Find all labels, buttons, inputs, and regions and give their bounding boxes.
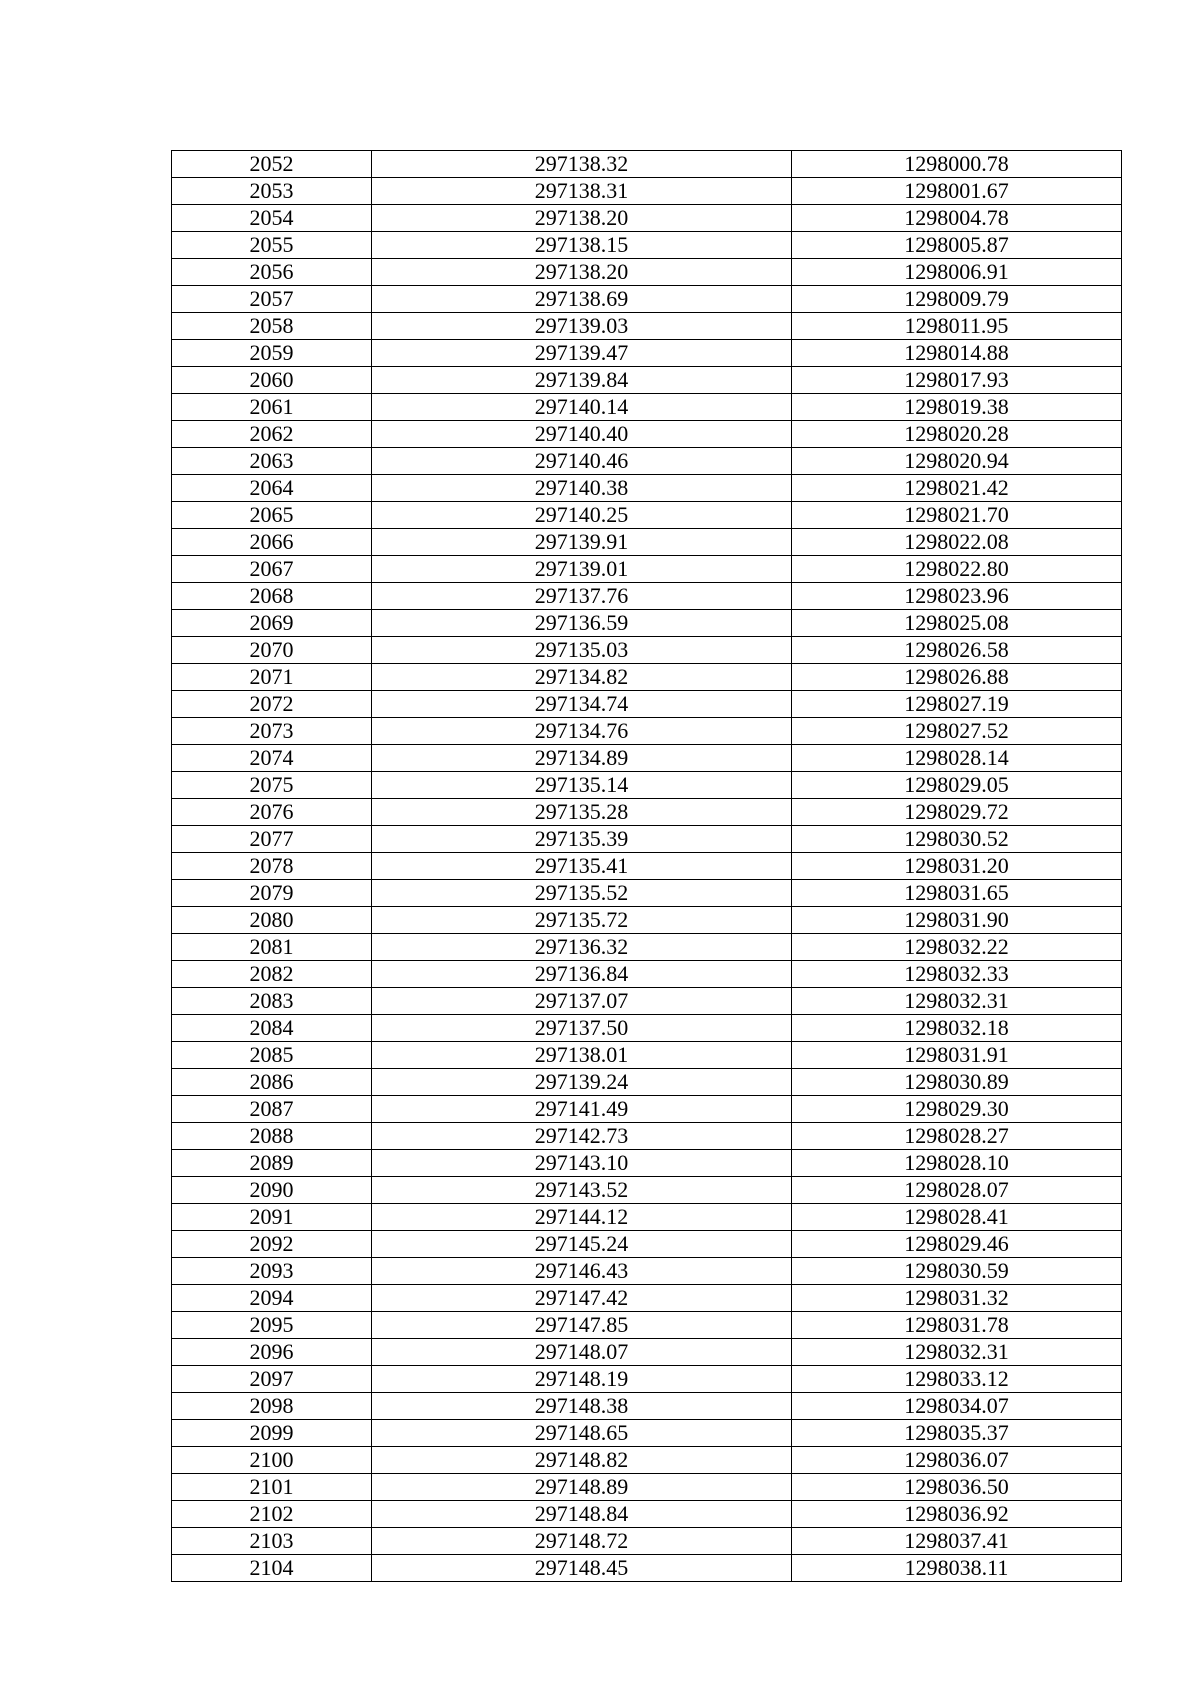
table-row <box>172 1123 1122 1150</box>
table-row <box>172 1150 1122 1177</box>
y-coordinate-cell: 1298022.08 <box>792 529 1122 556</box>
y-coordinate-cell: 1298032.31 <box>792 1339 1122 1366</box>
table-row <box>172 1231 1122 1258</box>
table-row <box>172 475 1122 502</box>
y-coordinate-cell: 1298030.89 <box>792 1069 1122 1096</box>
table-row <box>172 151 1122 178</box>
table-row <box>172 610 1122 637</box>
y-coordinate-cell: 1298011.95 <box>792 313 1122 340</box>
y-coordinate-cell: 1298020.28 <box>792 421 1122 448</box>
y-coordinate-cell: 1298031.65 <box>792 880 1122 907</box>
x-coordinate-cell: 297136.32 <box>372 934 792 961</box>
point-number-cell: 2055 <box>172 232 372 259</box>
table-row <box>172 1501 1122 1528</box>
y-coordinate-cell: 1298031.32 <box>792 1285 1122 1312</box>
table-row <box>172 1069 1122 1096</box>
x-coordinate-cell: 297140.25 <box>372 502 792 529</box>
x-coordinate-cell: 297148.65 <box>372 1420 792 1447</box>
point-number-cell: 2101 <box>172 1474 372 1501</box>
table-row <box>172 745 1122 772</box>
y-coordinate-cell: 1298033.12 <box>792 1366 1122 1393</box>
y-coordinate-cell: 1298020.94 <box>792 448 1122 475</box>
point-number-cell: 2057 <box>172 286 372 313</box>
x-coordinate-cell: 297148.84 <box>372 1501 792 1528</box>
x-coordinate-cell: 297137.76 <box>372 583 792 610</box>
y-coordinate-cell: 1298036.92 <box>792 1501 1122 1528</box>
table-row <box>172 691 1122 718</box>
table-row <box>172 178 1122 205</box>
point-number-cell: 2100 <box>172 1447 372 1474</box>
point-number-cell: 2079 <box>172 880 372 907</box>
y-coordinate-cell: 1298030.52 <box>792 826 1122 853</box>
point-number-cell: 2066 <box>172 529 372 556</box>
table-row <box>172 394 1122 421</box>
table-row <box>172 826 1122 853</box>
y-coordinate-cell: 1298017.93 <box>792 367 1122 394</box>
point-number-cell: 2093 <box>172 1258 372 1285</box>
point-number-cell: 2080 <box>172 907 372 934</box>
y-coordinate-cell: 1298028.41 <box>792 1204 1122 1231</box>
point-number-cell: 2085 <box>172 1042 372 1069</box>
point-number-cell: 2074 <box>172 745 372 772</box>
point-number-cell: 2104 <box>172 1555 372 1582</box>
point-number-cell: 2062 <box>172 421 372 448</box>
y-coordinate-cell: 1298021.70 <box>792 502 1122 529</box>
table-row <box>172 313 1122 340</box>
point-number-cell: 2087 <box>172 1096 372 1123</box>
table-row <box>172 556 1122 583</box>
point-number-cell: 2091 <box>172 1204 372 1231</box>
table-row <box>172 421 1122 448</box>
x-coordinate-cell: 297140.40 <box>372 421 792 448</box>
point-number-cell: 2082 <box>172 961 372 988</box>
table-row <box>172 367 1122 394</box>
table-row <box>172 1339 1122 1366</box>
point-number-cell: 2060 <box>172 367 372 394</box>
y-coordinate-cell: 1298028.14 <box>792 745 1122 772</box>
y-coordinate-cell: 1298036.07 <box>792 1447 1122 1474</box>
y-coordinate-cell: 1298031.20 <box>792 853 1122 880</box>
point-number-cell: 2089 <box>172 1150 372 1177</box>
x-coordinate-cell: 297135.39 <box>372 826 792 853</box>
y-coordinate-cell: 1298028.10 <box>792 1150 1122 1177</box>
y-coordinate-cell: 1298038.11 <box>792 1555 1122 1582</box>
y-coordinate-cell: 1298032.33 <box>792 961 1122 988</box>
y-coordinate-cell: 1298027.52 <box>792 718 1122 745</box>
x-coordinate-cell: 297134.89 <box>372 745 792 772</box>
x-coordinate-cell: 297134.76 <box>372 718 792 745</box>
table-row <box>172 1285 1122 1312</box>
point-number-cell: 2084 <box>172 1015 372 1042</box>
table-row <box>172 880 1122 907</box>
point-number-cell: 2053 <box>172 178 372 205</box>
point-number-cell: 2071 <box>172 664 372 691</box>
point-number-cell: 2052 <box>172 151 372 178</box>
y-coordinate-cell: 1298023.96 <box>792 583 1122 610</box>
table-row <box>172 772 1122 799</box>
x-coordinate-cell: 297138.31 <box>372 178 792 205</box>
point-number-cell: 2094 <box>172 1285 372 1312</box>
y-coordinate-cell: 1298027.19 <box>792 691 1122 718</box>
point-number-cell: 2095 <box>172 1312 372 1339</box>
table-row <box>172 961 1122 988</box>
y-coordinate-cell: 1298025.08 <box>792 610 1122 637</box>
coordinates-table-body <box>172 151 1122 1582</box>
x-coordinate-cell: 297135.72 <box>372 907 792 934</box>
point-number-cell: 2059 <box>172 340 372 367</box>
x-coordinate-cell: 297135.41 <box>372 853 792 880</box>
point-number-cell: 2070 <box>172 637 372 664</box>
point-number-cell: 2103 <box>172 1528 372 1555</box>
point-number-cell: 2083 <box>172 988 372 1015</box>
y-coordinate-cell: 1298036.50 <box>792 1474 1122 1501</box>
x-coordinate-cell: 297138.20 <box>372 259 792 286</box>
table-row <box>172 448 1122 475</box>
y-coordinate-cell: 1298001.67 <box>792 178 1122 205</box>
y-coordinate-cell: 1298004.78 <box>792 205 1122 232</box>
x-coordinate-cell: 297137.07 <box>372 988 792 1015</box>
x-coordinate-cell: 297136.84 <box>372 961 792 988</box>
x-coordinate-cell: 297146.43 <box>372 1258 792 1285</box>
table-row <box>172 907 1122 934</box>
x-coordinate-cell: 297148.82 <box>372 1447 792 1474</box>
table-row <box>172 718 1122 745</box>
point-number-cell: 2063 <box>172 448 372 475</box>
x-coordinate-cell: 297143.52 <box>372 1177 792 1204</box>
y-coordinate-cell: 1298026.88 <box>792 664 1122 691</box>
x-coordinate-cell: 297139.91 <box>372 529 792 556</box>
table-row <box>172 799 1122 826</box>
x-coordinate-cell: 297135.52 <box>372 880 792 907</box>
x-coordinate-cell: 297137.50 <box>372 1015 792 1042</box>
point-number-cell: 2096 <box>172 1339 372 1366</box>
table-row <box>172 664 1122 691</box>
point-number-cell: 2058 <box>172 313 372 340</box>
point-number-cell: 2081 <box>172 934 372 961</box>
table-row <box>172 1555 1122 1582</box>
x-coordinate-cell: 297148.07 <box>372 1339 792 1366</box>
x-coordinate-cell: 297148.45 <box>372 1555 792 1582</box>
point-number-cell: 2076 <box>172 799 372 826</box>
table-row <box>172 1366 1122 1393</box>
point-number-cell: 2097 <box>172 1366 372 1393</box>
table-row <box>172 1474 1122 1501</box>
x-coordinate-cell: 297144.12 <box>372 1204 792 1231</box>
table-row <box>172 1528 1122 1555</box>
table-row <box>172 502 1122 529</box>
point-number-cell: 2078 <box>172 853 372 880</box>
table-row <box>172 637 1122 664</box>
y-coordinate-cell: 1298009.79 <box>792 286 1122 313</box>
point-number-cell: 2086 <box>172 1069 372 1096</box>
x-coordinate-cell: 297148.89 <box>372 1474 792 1501</box>
x-coordinate-cell: 297147.85 <box>372 1312 792 1339</box>
point-number-cell: 2088 <box>172 1123 372 1150</box>
x-coordinate-cell: 297141.49 <box>372 1096 792 1123</box>
y-coordinate-cell: 1298029.46 <box>792 1231 1122 1258</box>
y-coordinate-cell: 1298032.31 <box>792 988 1122 1015</box>
x-coordinate-cell: 297142.73 <box>372 1123 792 1150</box>
point-number-cell: 2077 <box>172 826 372 853</box>
x-coordinate-cell: 297147.42 <box>372 1285 792 1312</box>
point-number-cell: 2064 <box>172 475 372 502</box>
y-coordinate-cell: 1298029.05 <box>792 772 1122 799</box>
y-coordinate-cell: 1298032.18 <box>792 1015 1122 1042</box>
table-row <box>172 1015 1122 1042</box>
table-row <box>172 1420 1122 1447</box>
x-coordinate-cell: 297139.01 <box>372 556 792 583</box>
table-row <box>172 340 1122 367</box>
table-row <box>172 205 1122 232</box>
y-coordinate-cell: 1298028.27 <box>792 1123 1122 1150</box>
y-coordinate-cell: 1298026.58 <box>792 637 1122 664</box>
point-number-cell: 2065 <box>172 502 372 529</box>
point-number-cell: 2099 <box>172 1420 372 1447</box>
x-coordinate-cell: 297134.74 <box>372 691 792 718</box>
point-number-cell: 2102 <box>172 1501 372 1528</box>
table-row <box>172 1447 1122 1474</box>
point-number-cell: 2068 <box>172 583 372 610</box>
table-row <box>172 529 1122 556</box>
table-row <box>172 259 1122 286</box>
x-coordinate-cell: 297135.03 <box>372 637 792 664</box>
point-number-cell: 2067 <box>172 556 372 583</box>
y-coordinate-cell: 1298021.42 <box>792 475 1122 502</box>
table-row <box>172 583 1122 610</box>
point-number-cell: 2075 <box>172 772 372 799</box>
x-coordinate-cell: 297139.24 <box>372 1069 792 1096</box>
table-row <box>172 1177 1122 1204</box>
x-coordinate-cell: 297138.01 <box>372 1042 792 1069</box>
x-coordinate-cell: 297140.38 <box>372 475 792 502</box>
y-coordinate-cell: 1298032.22 <box>792 934 1122 961</box>
y-coordinate-cell: 1298030.59 <box>792 1258 1122 1285</box>
x-coordinate-cell: 297148.38 <box>372 1393 792 1420</box>
table-row <box>172 1258 1122 1285</box>
point-number-cell: 2072 <box>172 691 372 718</box>
x-coordinate-cell: 297139.47 <box>372 340 792 367</box>
table-row <box>172 286 1122 313</box>
x-coordinate-cell: 297143.10 <box>372 1150 792 1177</box>
x-coordinate-cell: 297135.28 <box>372 799 792 826</box>
y-coordinate-cell: 1298029.72 <box>792 799 1122 826</box>
x-coordinate-cell: 297148.19 <box>372 1366 792 1393</box>
table-row <box>172 1312 1122 1339</box>
x-coordinate-cell: 297138.20 <box>372 205 792 232</box>
coordinates-table <box>171 150 1122 1582</box>
y-coordinate-cell: 1298022.80 <box>792 556 1122 583</box>
table-row <box>172 1042 1122 1069</box>
table-row <box>172 988 1122 1015</box>
x-coordinate-cell: 297145.24 <box>372 1231 792 1258</box>
y-coordinate-cell: 1298005.87 <box>792 232 1122 259</box>
table-row <box>172 853 1122 880</box>
x-coordinate-cell: 297136.59 <box>372 610 792 637</box>
x-coordinate-cell: 297148.72 <box>372 1528 792 1555</box>
table-row <box>172 1393 1122 1420</box>
point-number-cell: 2054 <box>172 205 372 232</box>
x-coordinate-cell: 297139.84 <box>372 367 792 394</box>
y-coordinate-cell: 1298006.91 <box>792 259 1122 286</box>
x-coordinate-cell: 297139.03 <box>372 313 792 340</box>
y-coordinate-cell: 1298031.78 <box>792 1312 1122 1339</box>
point-number-cell: 2069 <box>172 610 372 637</box>
y-coordinate-cell: 1298031.90 <box>792 907 1122 934</box>
point-number-cell: 2092 <box>172 1231 372 1258</box>
point-number-cell: 2056 <box>172 259 372 286</box>
y-coordinate-cell: 1298034.07 <box>792 1393 1122 1420</box>
x-coordinate-cell: 297138.32 <box>372 151 792 178</box>
y-coordinate-cell: 1298019.38 <box>792 394 1122 421</box>
y-coordinate-cell: 1298029.30 <box>792 1096 1122 1123</box>
x-coordinate-cell: 297134.82 <box>372 664 792 691</box>
table-row <box>172 1096 1122 1123</box>
y-coordinate-cell: 1298028.07 <box>792 1177 1122 1204</box>
table-row <box>172 232 1122 259</box>
point-number-cell: 2098 <box>172 1393 372 1420</box>
x-coordinate-cell: 297135.14 <box>372 772 792 799</box>
y-coordinate-cell: 1298037.41 <box>792 1528 1122 1555</box>
point-number-cell: 2090 <box>172 1177 372 1204</box>
table-row <box>172 934 1122 961</box>
point-number-cell: 2073 <box>172 718 372 745</box>
point-number-cell: 2061 <box>172 394 372 421</box>
y-coordinate-cell: 1298031.91 <box>792 1042 1122 1069</box>
x-coordinate-cell: 297140.46 <box>372 448 792 475</box>
y-coordinate-cell: 1298000.78 <box>792 151 1122 178</box>
y-coordinate-cell: 1298035.37 <box>792 1420 1122 1447</box>
table-row <box>172 1204 1122 1231</box>
x-coordinate-cell: 297138.69 <box>372 286 792 313</box>
y-coordinate-cell: 1298014.88 <box>792 340 1122 367</box>
x-coordinate-cell: 297140.14 <box>372 394 792 421</box>
x-coordinate-cell: 297138.15 <box>372 232 792 259</box>
